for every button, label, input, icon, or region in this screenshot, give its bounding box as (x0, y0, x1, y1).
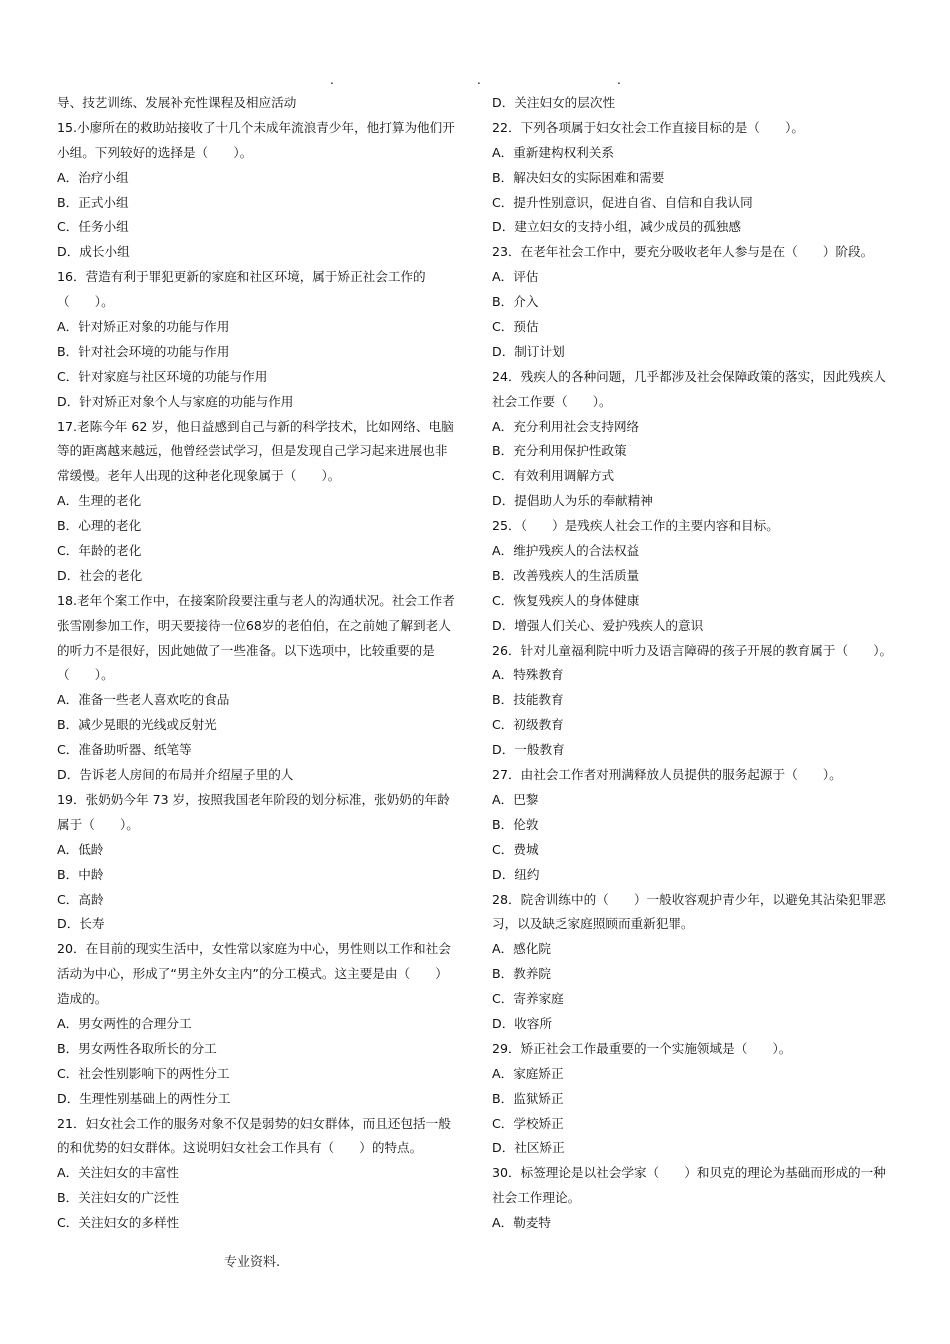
text-line: 29．矫正社会工作最重要的一个实施领域是（ ）。 (492, 1040, 792, 1056)
text-line: C．年龄的老化 (57, 543, 142, 559)
text-line: B．技能教育 (492, 692, 564, 708)
text-line: C．关注妇女的多样性 (57, 1215, 180, 1231)
text-line: 等的距离越来越远，他曾经尝试学习，但是发现自己学习起来进展也非 (57, 443, 448, 459)
text-line: D．制订计划 (492, 343, 565, 359)
text-line: A．关注妇女的丰富性 (57, 1165, 179, 1181)
text-line: C．准备助听器、纸笔等 (57, 742, 192, 758)
text-line: D．关注妇女的层次性 (492, 95, 616, 110)
text-line: D．针对矫正对象个人与家庭的功能与作用 (57, 393, 294, 409)
text-line: 导、技艺训练、发展补充性课程及相应活动 (57, 95, 297, 110)
page-footer: 专业资料. (224, 1255, 281, 1270)
right-column (492, 91, 902, 1236)
text-line: A．针对矫正对象的功能与作用 (57, 319, 230, 335)
text-line: B．教养院 (492, 966, 552, 982)
text-line: 27．由社会工作者对刑满释放人员提供的服务起源于（ ）。 (492, 767, 842, 783)
text-line: 18.老年个案工作中，在接案阶段要注重与老人的沟通状况。社会工作者 (57, 592, 455, 608)
text-line: B．中龄 (57, 866, 104, 882)
text-line: 23．在老年社会工作中，要充分吸收老年人参与是在（ ）阶段。 (492, 244, 874, 260)
text-line: D．提倡助人为乐的奉献精神 (492, 493, 653, 509)
text-line: D．生理性别基础上的两性分工 (57, 1090, 231, 1106)
text-line: C．学校矫正 (492, 1115, 564, 1131)
text-line: （ ）。 (57, 294, 114, 310)
text-line: B．减少晃眼的光线或反射光 (57, 717, 217, 733)
text-line: C．提升性别意识，促进自省、自信和自我认同 (492, 194, 753, 210)
text-line: A．勒麦特 (492, 1215, 551, 1231)
text-line: D．社区矫正 (492, 1140, 565, 1156)
text-line: A．特殊教育 (492, 667, 564, 683)
text-line: A．巴黎 (492, 791, 539, 807)
left-column (57, 91, 462, 1236)
text-line: B．解决妇女的实际困难和需要 (492, 169, 665, 185)
text-line: 社会工作要（ ）。 (492, 393, 612, 409)
text-line: A．充分利用社会支持网络 (492, 418, 640, 434)
text-line: 26．针对儿童福利院中听力及语言障碍的孩子开展的教育属于（ ）。 (492, 642, 893, 658)
text-line: D．一般教育 (492, 742, 565, 758)
text-line: A．维护残疾人的合法权益 (492, 543, 640, 559)
text-line: A．感化院 (492, 941, 551, 957)
text-line: D．社会的老化 (57, 567, 143, 583)
text-line: 25．（ ）是残疾人社会工作的主要内容和目标。 (492, 518, 779, 534)
text-line: 社会工作理论。 (492, 1190, 581, 1206)
text-line: 21．妇女社会工作的服务对象不仅是弱势的妇女群体，而且还包括一般 (57, 1115, 451, 1131)
text-line: 20．在目前的现实生活中，女性常以家庭为中心，男性则以工作和社会 (57, 941, 451, 957)
text-line: A．家庭矫正 (492, 1065, 564, 1081)
text-line: B．心理的老化 (57, 518, 142, 534)
text-line: 19．张奶奶今年 73 岁，按照我国老年阶段的划分标准，张奶奶的年龄 (57, 791, 450, 807)
header-dot: . (477, 73, 481, 87)
text-line: C．针对家庭与社区环境的功能与作用 (57, 368, 268, 384)
header-dot: . (617, 73, 621, 87)
text-line: 22．下列各项属于妇女社会工作直接目标的是（ ）。 (492, 119, 804, 135)
text-line: （ ）。 (57, 667, 114, 683)
text-line: 小组。下列较好的选择是（ ）。 (57, 144, 253, 160)
text-line: C．恢复残疾人的身体健康 (492, 592, 640, 608)
text-line: B．改善残疾人的生活质量 (492, 567, 640, 583)
text-line: B．针对社会环境的功能与作用 (57, 343, 230, 359)
text-line: B．监狱矫正 (492, 1090, 564, 1106)
text-line: C．社会性别影响下的两性分工 (57, 1065, 230, 1081)
text-line: 的听力不是很好，因此她做了一些准备。以下选项中，比较重要的是 (57, 642, 435, 658)
text-line: C．费城 (492, 841, 539, 857)
text-line: C．高龄 (57, 891, 104, 907)
text-line: 15.小廖所在的救助站接收了十几个未成年流浪青少年，他打算为他们开 (57, 119, 455, 135)
text-line: D．成长小组 (57, 244, 130, 260)
text-line: D．告诉老人房间的布局并介绍屋子里的人 (57, 767, 294, 783)
page-header-dots (0, 74, 950, 86)
text-line: 张雪刚参加工作，明天要接待一位68岁的老伯伯，在之前她了解到老人 (57, 617, 451, 633)
text-line: D．建立妇女的支持小组，减少成员的孤独感 (492, 219, 741, 235)
text-line: B．正式小组 (57, 194, 129, 210)
text-line: 16．营造有利于罪犯更新的家庭和社区环境，属于矫正社会工作的 (57, 269, 426, 285)
text-line: C．有效利用调解方式 (492, 468, 615, 484)
text-line: D．收容所 (492, 1015, 553, 1031)
text-line: B．关注妇女的广泛性 (57, 1190, 179, 1206)
text-line: C．初级教育 (492, 717, 564, 733)
text-line: 24．残疾人的各种问题，几乎都涉及社会保障政策的落实，因此残疾人 (492, 368, 886, 384)
text-line: A．重新建构权利关系 (492, 144, 614, 160)
text-line: 习，以及缺乏家庭照顾而重新犯罪。 (492, 916, 694, 932)
text-line: B．伦敦 (492, 816, 539, 832)
text-line: 属于（ ）。 (57, 816, 139, 832)
text-line: 常缓慢。老年人出现的这种老化现象属于（ ）。 (57, 468, 341, 484)
text-line: C．任务小组 (57, 219, 129, 235)
text-line: 的和优势的妇女群体。这说明妇女社会工作具有（ ）的特点。 (57, 1140, 423, 1156)
text-line: 造成的。 (57, 991, 108, 1007)
text-line: C．寄养家庭 (492, 991, 564, 1007)
text-line: C．预估 (492, 319, 539, 335)
text-line: A．治疗小组 (57, 169, 129, 185)
text-line: B．男女两性各取所长的分工 (57, 1040, 217, 1056)
text-line: A．男女两性的合理分工 (57, 1015, 192, 1031)
text-line: A．评估 (492, 269, 539, 285)
text-line: 活动为中心，形成了“男主外女主内”的分工模式。这主要是由（ ） (57, 966, 448, 982)
text-line: B．介入 (492, 294, 539, 310)
text-line: D．纽约 (492, 866, 540, 882)
text-line: A．准备一些老人喜欢吃的食品 (57, 692, 230, 708)
text-line: D．长寿 (57, 916, 105, 932)
text-line: 17.老陈今年 62 岁，他日益感到自己与新的科学技术，比如网络、电脑 (57, 418, 454, 434)
text-line: B．充分利用保护性政策 (492, 443, 627, 459)
text-line: 30．标签理论是以社会学家（ ）和贝克的理论为基础而形成的一种 (492, 1165, 886, 1181)
header-dot: . (330, 73, 334, 87)
text-line: 28．院舍训练中的（ ）一般收容观护青少年，以避免其沾染犯罪恶 (492, 891, 886, 907)
text-line: A．低龄 (57, 841, 104, 857)
text-line: A．生理的老化 (57, 493, 142, 509)
text-line: D．增强人们关心、爱护残疾人的意识 (492, 617, 704, 633)
